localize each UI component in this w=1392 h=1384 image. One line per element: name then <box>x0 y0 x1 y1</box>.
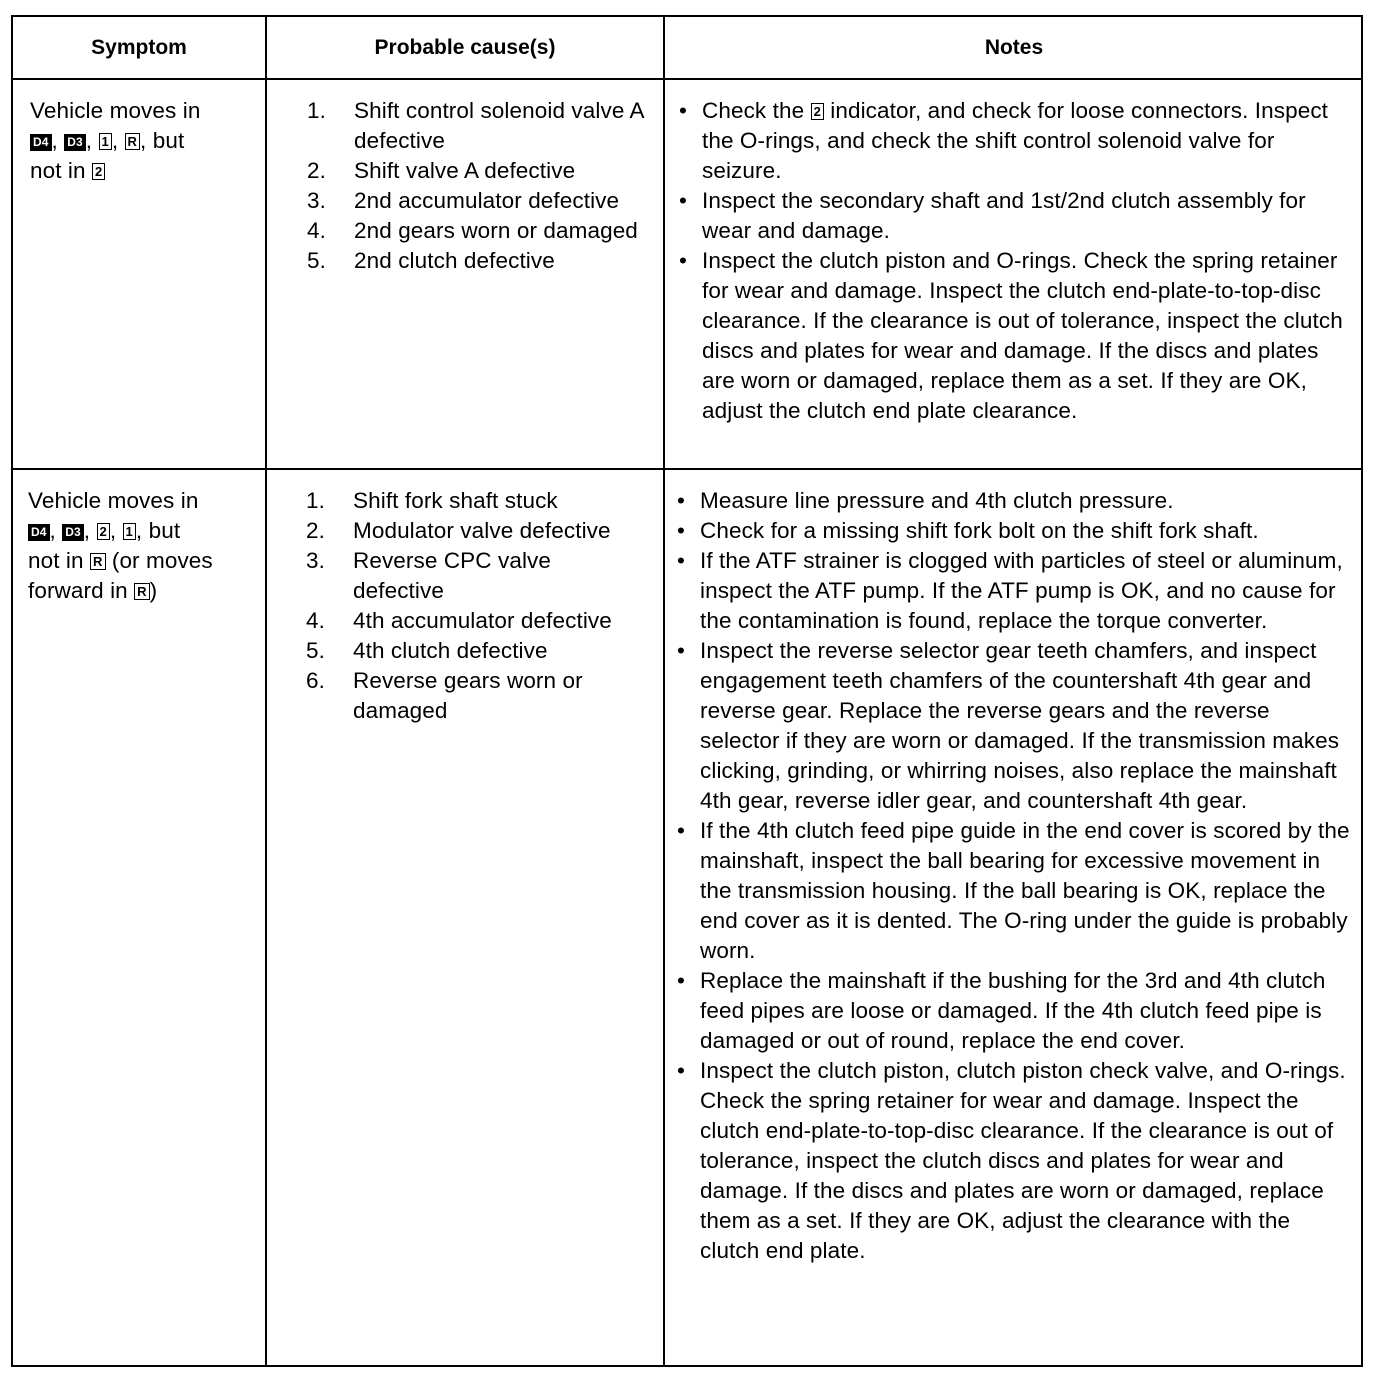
header-symptom: Symptom <box>91 36 187 59</box>
gear-1-icon: 1 <box>123 523 136 540</box>
list-item: • If the ATF strainer is clogged with particles of steel or aluminum, inspect the ATF pump. If the ATF pump is OK, and no cause for the contamination is found, replace the torque converter. <box>677 548 1343 633</box>
list-item: • Measure line pressure and 4th clutch pressure. <box>677 488 1174 513</box>
gear-r-icon: R <box>134 583 150 600</box>
row1-symptom-line2: D4 , D3 , 1 , R , but <box>30 126 260 156</box>
column-divider-2 <box>663 17 665 1365</box>
gear-1-icon: 1 <box>99 133 112 150</box>
row2-notes <box>675 486 1355 1266</box>
list-item: 1. Shift control solenoid valve A defective <box>307 98 644 153</box>
row1-causes <box>307 96 647 276</box>
row2-note-list <box>675 486 1355 1266</box>
row1-note-list <box>677 96 1353 426</box>
row1-cause-list <box>307 96 647 276</box>
list-item: 4. 2nd gears worn or damaged <box>307 218 638 243</box>
gear-d3-icon: D3 <box>64 134 86 151</box>
list-item: 3. 2nd accumulator defective <box>307 188 620 213</box>
list-item: 3. Reverse CPC valve defective <box>306 548 552 603</box>
row1-symptom-line3: not in 2 <box>30 156 260 186</box>
row2-symptom-line4: forward in R ) <box>28 578 158 603</box>
list-item: 4. 4th accumulator defective <box>306 608 612 633</box>
row2-symptom-line2: D4 , D3 , 2 , 1 , but <box>28 516 260 546</box>
gear-d3-icon: D3 <box>62 524 84 541</box>
list-item: • Inspect the reverse selector gear teeth chamfers, and inspect engagement teeth chamfers of the countershaft 4th gear and reverse gear. Replace the reverse gears and the reverse selector if they are worn or damaged. If the transmission makes clicking, grinding, or whirring noises, also replace the mainshaft 4th gear, reverse idler gear, and countershaft 4th gear. <box>677 638 1340 813</box>
header-probable-causes: Probable cause(s) <box>374 36 556 59</box>
row2-causes <box>306 486 647 726</box>
header-notes: Notes <box>984 36 1044 59</box>
row1-symptom <box>30 96 260 186</box>
row1-symptom-line1: Vehicle moves in <box>30 98 201 123</box>
list-item: 2. Modulator valve defective <box>306 518 611 543</box>
gear-d4-icon: D4 <box>28 524 50 541</box>
gear-r-icon: R <box>90 553 106 570</box>
gear-2-icon: 2 <box>97 523 110 540</box>
row2-symptom-line3: not in R (or moves <box>28 548 213 573</box>
row1-notes <box>677 96 1353 426</box>
list-item: • Check the 2 indicator, and check for loose connectors. Inspect the O-rings, and check the shift control solenoid valve for seizure. <box>679 98 1329 183</box>
list-item: • Check for a missing shift fork bolt on the shift fork shaft. <box>677 518 1259 543</box>
row2-symptom-line1: Vehicle moves in <box>28 488 199 513</box>
list-item: 1. Shift fork shaft stuck <box>306 488 558 513</box>
gear-d4-icon: D4 <box>30 134 52 151</box>
list-item: 6. Reverse gears worn or damaged <box>306 668 583 723</box>
row2-cause-list <box>306 486 647 726</box>
list-item: 5. 2nd clutch defective <box>307 248 555 273</box>
row2-symptom <box>28 486 260 606</box>
list-item: • If the 4th clutch feed pipe guide in the end cover is scored by the mainshaft, inspect the ball bearing for excessive movement in the transmission housing. If the ball bearing is OK, replace the end cover as it is dented. The O-ring under the guide is probably worn. <box>677 818 1350 963</box>
list-item: • Inspect the clutch piston, clutch piston check valve, and O-rings. Check the spring retainer for wear and damage. Inspect the clutch end-plate-to-top-disc clearance. If the clearance is out of tolerance, inspect the clutch discs and plates for wear and damage. If the discs and plates are worn or damaged, replace them as a set. If they are OK, adjust the clearance with the clutch end plate. <box>677 1058 1346 1263</box>
gear-2-icon: 2 <box>92 163 105 180</box>
gear-r-icon: R <box>125 133 141 150</box>
troubleshooting-table <box>11 15 1363 1367</box>
list-item: • Inspect the secondary shaft and 1st/2nd clutch assembly for wear and damage. <box>679 188 1306 243</box>
column-divider-1 <box>265 17 267 1365</box>
list-item: 2. Shift valve A defective <box>307 158 576 183</box>
row-divider <box>13 468 1361 470</box>
list-item: • Inspect the clutch piston and O-rings. Check the spring retainer for wear and damage. Inspect the clutch end-plate-to-top-disc clearance. If the clearance is out of tolerance, inspect the clutch discs and plates for wear and damage. If the discs and plates are worn or damaged, replace them as a set. If they are OK, adjust the clutch end plate clearance. <box>679 248 1343 423</box>
list-item: • Replace the mainshaft if the bushing for the 3rd and 4th clutch feed pipes are loose or damaged. If the 4th clutch feed pipe is damaged or out of round, replace the end cover. <box>677 968 1326 1053</box>
list-item: 5. 4th clutch defective <box>306 638 548 663</box>
gear-2-indicator-icon: 2 <box>811 103 824 120</box>
